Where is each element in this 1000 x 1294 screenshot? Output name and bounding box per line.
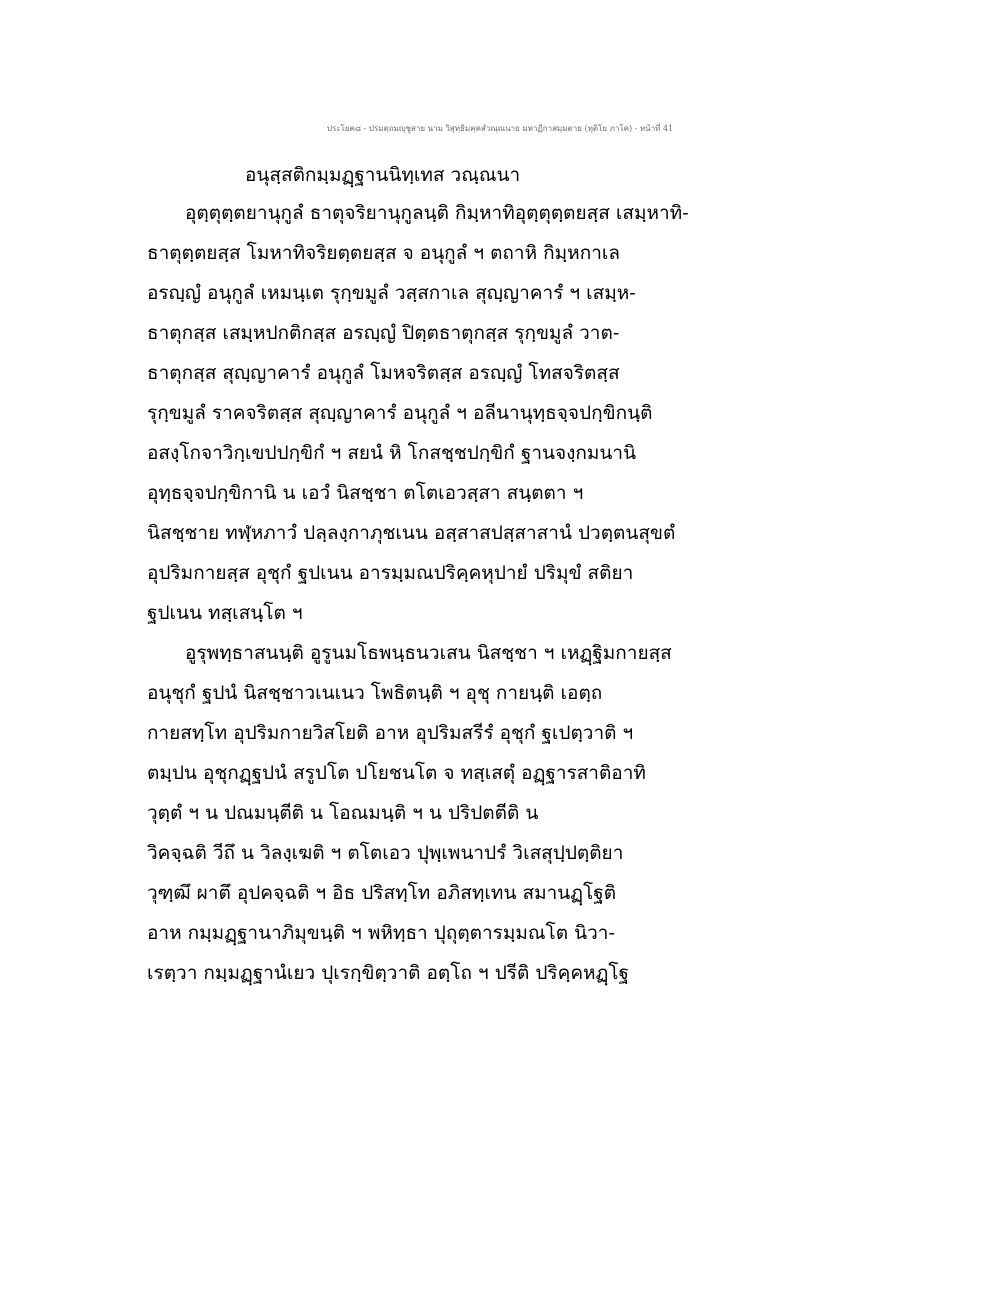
text-line: อสงฺโกจาวิกฺเขปปกฺขิกํ ฯ สยนํ หิ โกสชฺชปกฺขิกํ ฐานจงฺกมนานิ (147, 442, 637, 464)
section-title: อนุสฺสติกมฺมฏฺฐานนิทฺเทส วณฺณนา (245, 164, 521, 186)
text-line: ฐปเนน ทสฺเสนฺโต ฯ (147, 602, 303, 624)
text-line: รุกฺขมูลํ ราคจริตสฺส สุญฺญาคารํ อนุกูลํ ฯ อลีนานุทฺธจฺจปกฺขิกนฺติ (147, 402, 653, 424)
text-line: ตมฺปน อุชุกฏฺฐปนํ สรูปโต ปโยชนโต จ ทสฺเสตุํ อฏฺฐารสาติอาทิ (147, 762, 646, 784)
text-line: วิคจฺฉติ วีถึ น วิลงฺเฆติ ฯ ตโตเอว ปุพฺเพนาปรํ วิเสสุปฺปตฺติยา (147, 842, 624, 864)
text-line: อุปริมกายสฺส อุชุกํ ฐปเนน อารมฺมณปริคฺคหุปายํ ปริมุขํ สติยา (147, 562, 634, 584)
text-line: อุทฺธจฺจปกฺขิกานิ น เอวํ นิสชฺชา ตโตเอวสฺสา สนฺตตา ฯ (147, 482, 584, 504)
text-line: นิสชฺชาย ทฬฺหภาวํ ปลฺลงฺกาภุชเนน อสฺสาสปสฺสาสานํ ปวตฺตนสุขตํ (147, 522, 676, 544)
text-line: ธาตุกสฺส เสมฺหปกติกสฺส อรญฺญํ ปิตฺตธาตุกสฺส รุกฺขมูลํ วาต- (147, 322, 620, 344)
text-line: เรตฺวา กมฺมฏฺฐานํเยว ปุเรกฺขิตฺวาติ อตฺโถ ฯ ปรีติ ปริคฺคหฏฺโฐ (147, 962, 630, 984)
text-line: วุฑฺฒึ ผาตึ อุปคจฺฉติ ฯ อิธ ปริสทฺโท อภิสทฺเทน สมานฏฺโฐติ (147, 882, 617, 904)
text-line: อนุชุกํ ฐปนํ นิสชฺชาวเนเนว โพธิตนฺติ ฯ อุชุ กายนฺติ เอตฺถ (147, 682, 603, 704)
text-line: อรญฺญํ อนุกูลํ เหมนฺเต รุกฺขมูลํ วสฺสกาเล สุญฺญาคารํ ฯ เสมฺห- (147, 282, 636, 304)
text-line: อาห กมฺมฏฺฐานาภิมุขนฺติ ฯ พหิทฺธา ปุถุตฺตารมฺมณโต นิวา- (147, 922, 615, 944)
text-line: อูรุพทฺธาสนนฺติ อูรูนมโธพนฺธนวเสน นิสชฺชา ฯ เหฏฺฐิมกายสฺส (185, 642, 672, 664)
text-line: กายสทฺโท อุปริมกายวิสโยติ อาห อุปริมสรีรํ อุชุกํ ฐเปตฺวาติ ฯ (147, 722, 634, 744)
text-line: ธาตุตฺตยสฺส โมหาทิจริยตฺตยสฺส จ อนุกูลํ ฯ ตถาหิ กิมฺหกาเล (147, 242, 621, 264)
text-line: ธาตุกสฺส สุญฺญาคารํ อนุกูลํ โมหจริตสฺส อรญฺญํ โทสจริตสฺส (147, 362, 620, 384)
text-line: วุตฺตํ ฯ น ปณมนฺตีติ น โอณมนฺติ ฯ น ปริปตตีติ น (147, 802, 539, 824)
text-line: อุตฺตุตฺตยานุกูลํ ธาตุจริยานุกูลนฺติ กิมฺหาทิอุตฺตุตฺตยสฺส เสมฺหาทิ- (185, 202, 689, 224)
page-header: ประโยค๘ - ปรมตฺถมญฺชูสาย นาม วิสุทฺธิมคฺคสํวณฺณนาย มหาฏีกาสมฺมตาย (ทุติโย ภาโค) - หน้าที่ 41 (326, 124, 674, 133)
